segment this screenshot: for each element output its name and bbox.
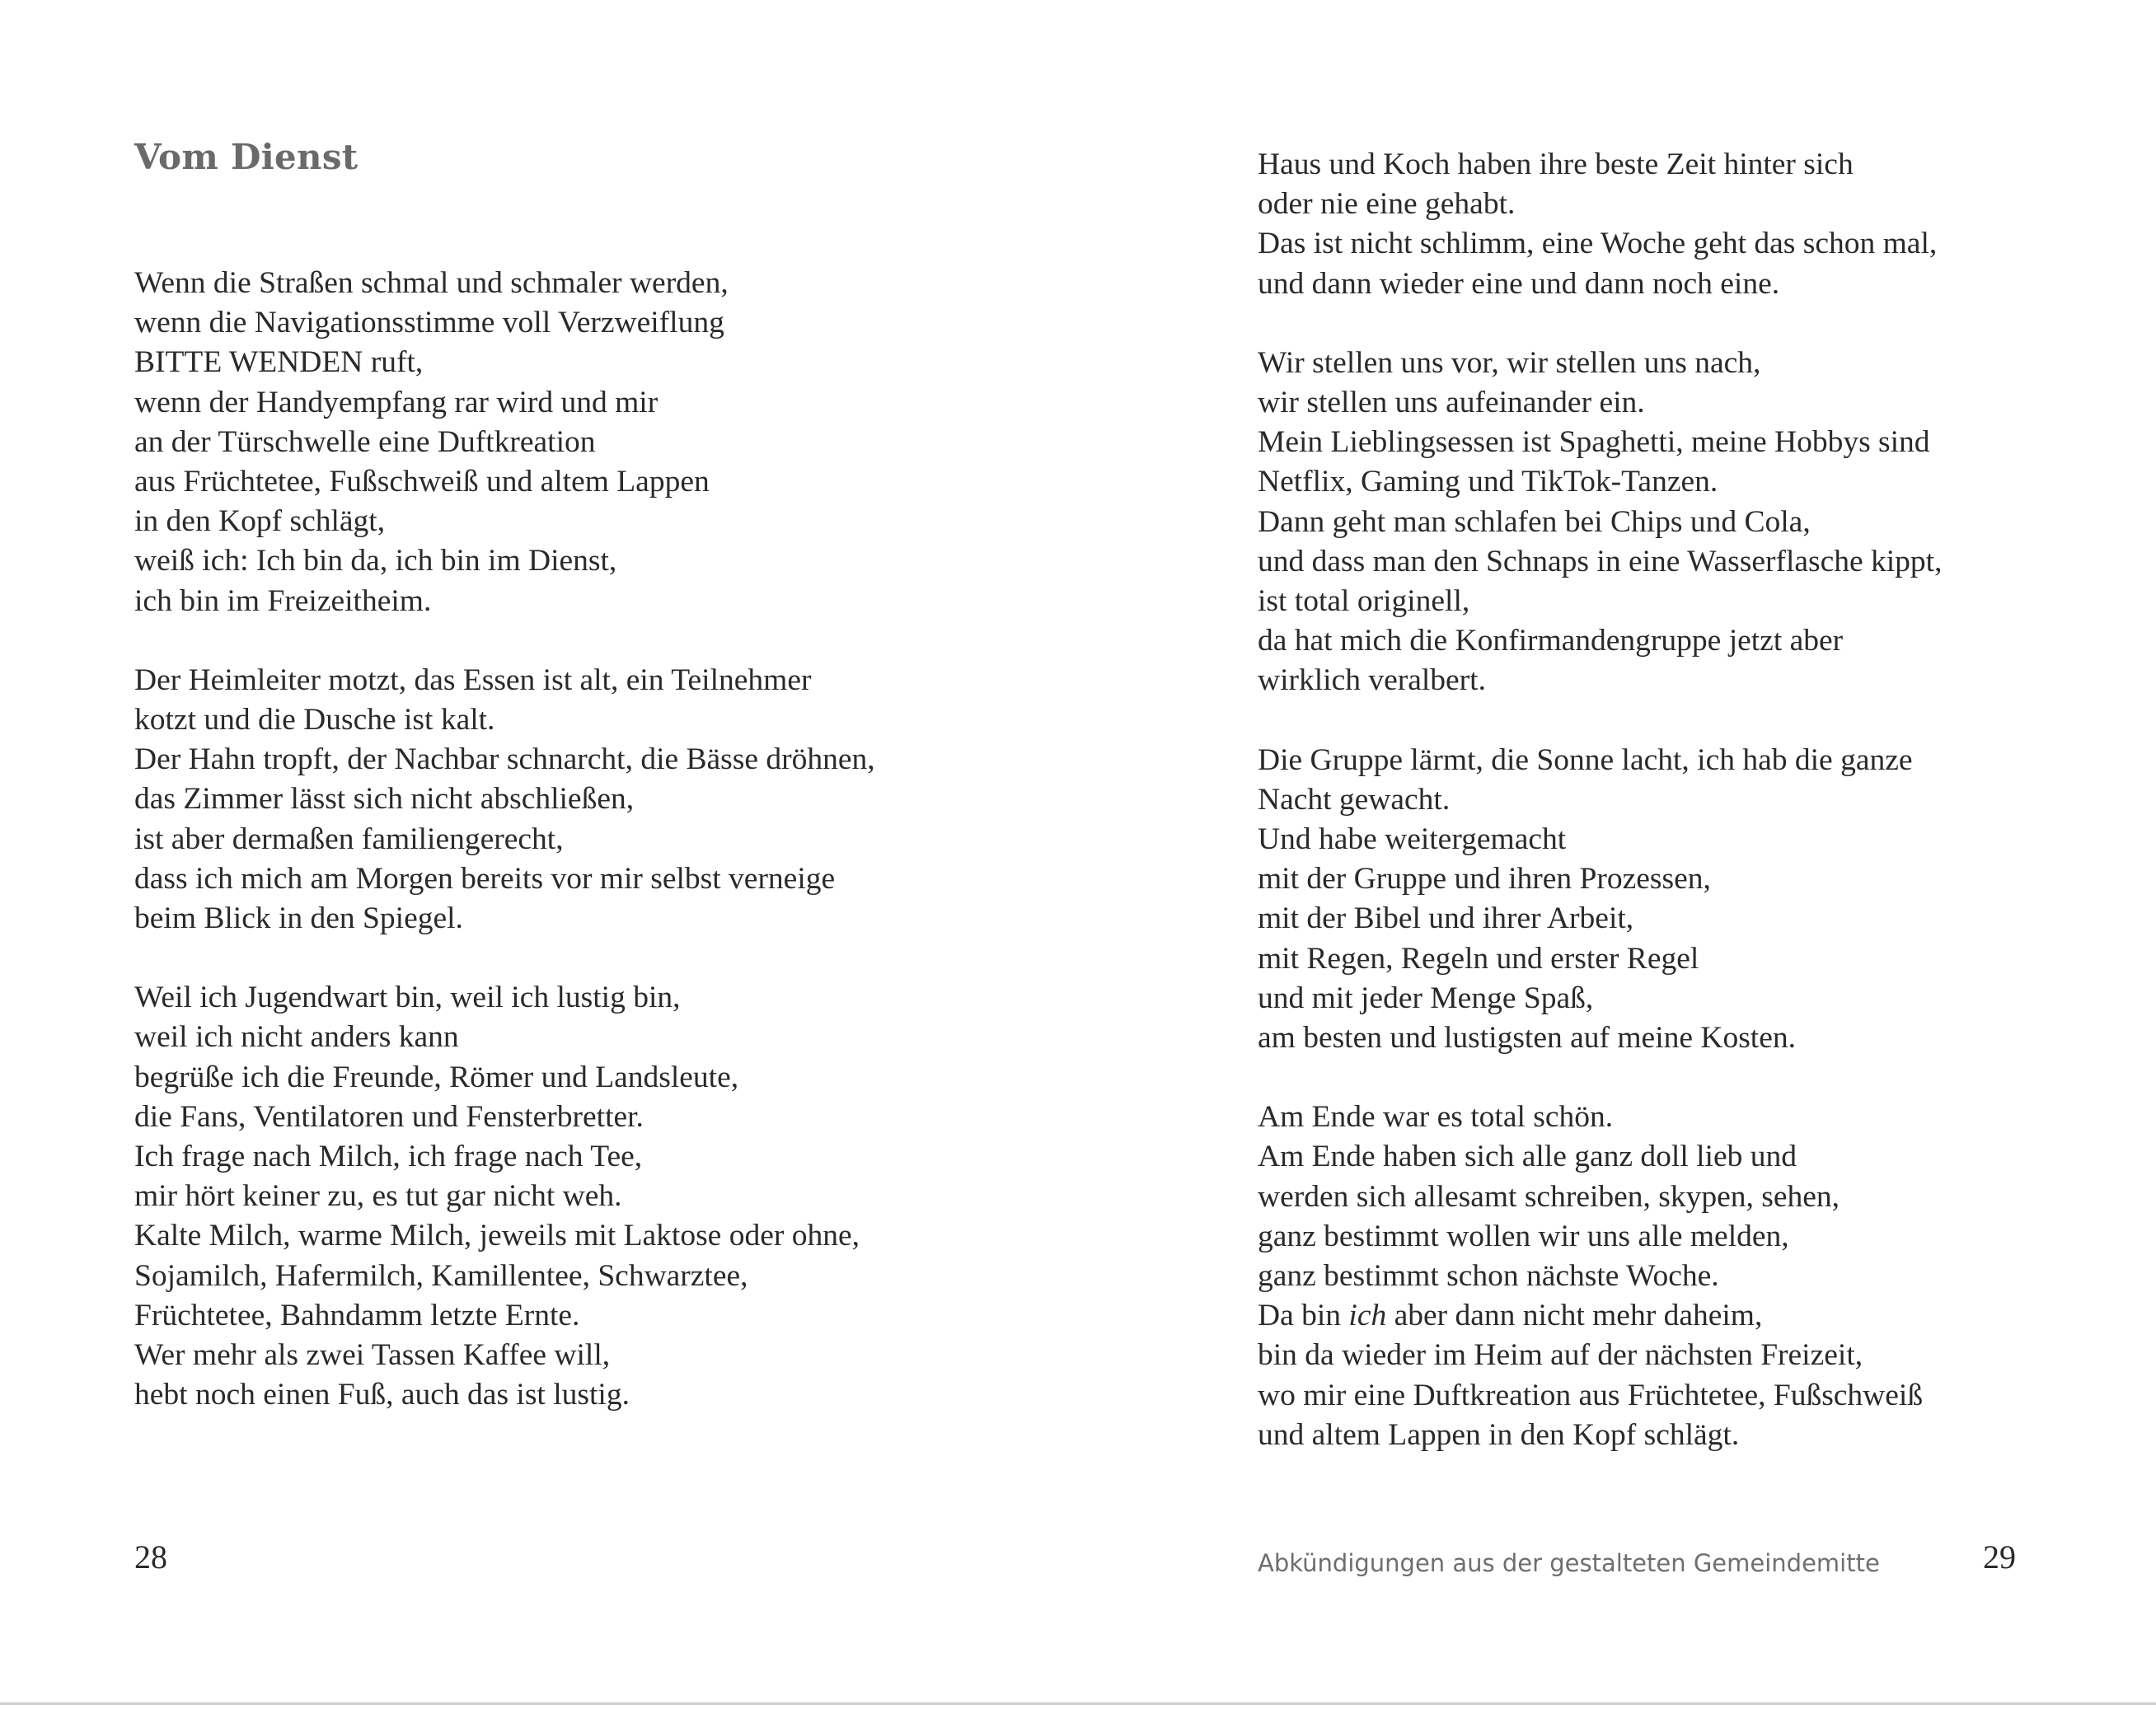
poem-line: Da bin ich aber dann nicht mehr daheim, (1258, 1299, 1763, 1333)
running-footer: Abkündigungen aus der gestalteten Gemeindemitte (1258, 1549, 1880, 1577)
page-number-right: 29 (1983, 1538, 2016, 1576)
poem-line: mit der Bibel und ihrer Arbeit, (1258, 901, 1634, 936)
emphasis: ich (1348, 1299, 1387, 1333)
poem-line: begrüße ich die Freunde, Römer und Landsleute, (134, 1060, 739, 1094)
poem-line: Und habe weitergemacht (1258, 822, 1567, 857)
poem-line: hebt noch einen Fuß, auch das ist lustig. (134, 1378, 630, 1412)
poem-line: und dass man den Schnaps in eine Wasserflasche kippt, (1258, 544, 1943, 578)
poem-line: ist total originell, (1258, 584, 1470, 619)
poem-line: Am Ende war es total schön. (1258, 1100, 1614, 1135)
stanza (134, 978, 875, 1415)
poem-line: ich bin im Freizeitheim. (134, 583, 432, 618)
poem-line: Wir stellen uns vor, wir stellen uns nach, (1258, 345, 1761, 380)
poem-line: Netflix, Gaming und TikTok-Tanzen. (1258, 465, 1718, 499)
poem-line: Das ist nicht schlimm, eine Woche geht das schon mal, (1258, 227, 1938, 261)
poem-body-left (134, 264, 875, 1454)
poem-line: wirklich veralbert. (1258, 663, 1486, 698)
poem-body-right (1258, 145, 1942, 1495)
stanza (1258, 741, 1942, 1059)
poem-line: und mit jeder Menge Spaß, (1258, 981, 1594, 1015)
poem-line: das Zimmer lässt sich nicht abschließen, (134, 782, 635, 817)
bottom-edge-rule (0, 1702, 2156, 1705)
poem-line: mit Regen, Regeln und erster Regel (1258, 941, 1699, 976)
poem-line: werden sich allesamt schreiben, skypen, sehen, (1258, 1179, 1840, 1214)
poem-line: oder nie eine gehabt. (1258, 187, 1516, 222)
poem-line: wo mir eine Duftkreation aus Früchtetee, Fußschweiß (1258, 1378, 1924, 1412)
poem-line: Früchtetee, Bahndamm letzte Ernte. (134, 1298, 580, 1332)
poem-line: da hat mich die Konfirmandengruppe jetzt aber (1258, 624, 1844, 658)
poem-line: dass ich mich am Morgen bereits vor mir selbst verneige (134, 861, 836, 896)
poem-line: weil ich nicht anders kann (134, 1020, 459, 1055)
poem-line: Ich frage nach Milch, ich frage nach Tee, (134, 1140, 643, 1174)
poem-line: Sojamilch, Hafermilch, Kamillentee, Schwarztee, (134, 1258, 748, 1293)
stanza (134, 264, 875, 621)
poem-line: Nacht gewacht. (1258, 782, 1451, 817)
poem-line: BITTE WENDEN ruft, (134, 345, 424, 380)
poem-line: Am Ende haben sich alle ganz doll lieb und (1258, 1140, 1797, 1174)
poem-line: Die Gruppe lärmt, die Sonne lacht, ich hab die ganze (1258, 742, 1913, 777)
stanza (1258, 145, 1942, 304)
poem-line: Kalte Milch, warme Milch, jeweils mit Laktose oder ohne, (134, 1219, 860, 1253)
poem-line: mit der Gruppe und ihren Prozessen, (1258, 862, 1711, 897)
poem-title: Vom Dienst (134, 137, 359, 177)
poem-line: an der Türschwelle eine Duftkreation (134, 424, 596, 459)
poem-line: in den Kopf schlägt, (134, 504, 386, 539)
poem-line: weiß ich: Ich bin da, ich bin im Dienst, (134, 544, 617, 578)
poem-line: mir hört keiner zu, es tut gar nicht weh. (134, 1179, 622, 1214)
right-page (1078, 0, 2156, 1709)
poem-line: beim Blick in den Spiegel. (134, 901, 463, 936)
poem-line: wenn die Navigationsstimme voll Verzweiflung (134, 306, 724, 340)
poem-line: kotzt und die Dusche ist kalt. (134, 703, 495, 737)
poem-line: wir stellen uns aufeinander ein. (1258, 386, 1645, 420)
poem-line: wenn der Handyempfang rar wird und mir (134, 385, 659, 419)
poem-line: am besten und lustigsten auf meine Kosten. (1258, 1021, 1796, 1056)
poem-line: Der Hahn tropft, der Nachbar schnarcht, die Bässe dröhnen, (134, 742, 875, 777)
stanza (134, 661, 875, 939)
poem-line: und altem Lappen in den Kopf schlägt. (1258, 1417, 1740, 1452)
poem-line: Mein Lieblingsessen ist Spaghetti, meine Hobbys sind (1258, 425, 1930, 460)
poem-line: Weil ich Jugendwart bin, weil ich lustig bin, (134, 981, 681, 1015)
poem-line: aus Früchtetee, Fußschweiß und altem Lappen (134, 465, 710, 499)
poem-line: ganz bestimmt schon nächste Woche. (1258, 1259, 1719, 1294)
poem-line: Dann geht man schlafen bei Chips und Cola, (1258, 504, 1811, 539)
poem-line: und dann wieder eine und dann noch eine. (1258, 266, 1780, 301)
stanza (1258, 344, 1942, 701)
poem-line: die Fans, Ventilatoren und Fensterbretter. (134, 1099, 644, 1134)
poem-line: Wenn die Straßen schmal und schmaler werden, (134, 266, 729, 300)
poem-line: ganz bestimmt wollen wir uns alle melden, (1258, 1219, 1789, 1253)
poem-line: Der Heimleiter motzt, das Essen ist alt, ein Teilnehmer (134, 663, 812, 697)
poem-line: bin da wieder im Heim auf der nächsten Freizeit, (1258, 1338, 1863, 1373)
stanza (1258, 1098, 1942, 1455)
page-number-left: 28 (134, 1538, 167, 1576)
poem-line: Wer mehr als zwei Tassen Kaffee will, (134, 1338, 611, 1373)
poem-line: Haus und Koch haben ihre beste Zeit hinter sich (1258, 147, 1854, 181)
poem-line: ist aber dermaßen familiengerecht, (134, 822, 564, 856)
